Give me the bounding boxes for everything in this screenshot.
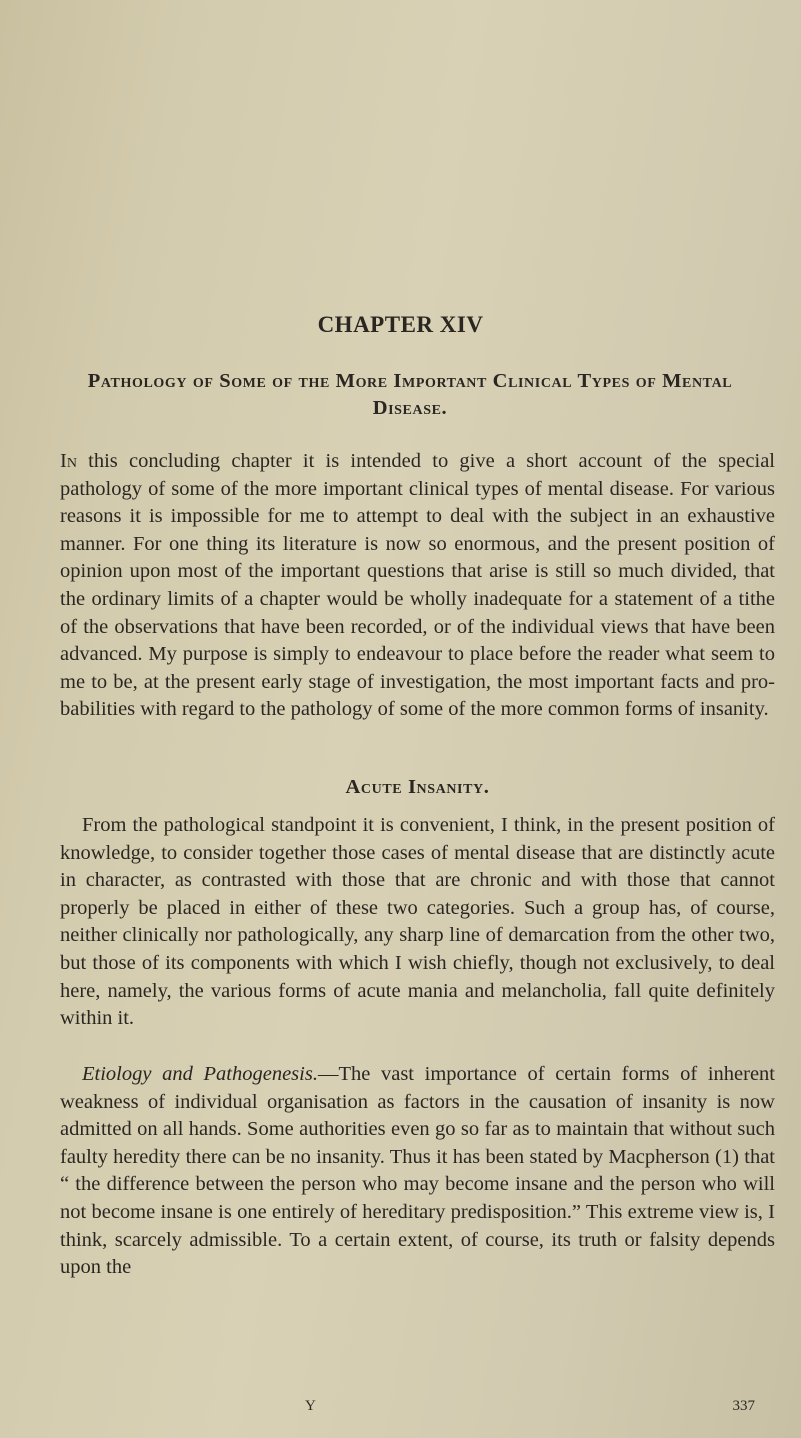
- chapter-title: CHAPTER XIV: [317, 312, 484, 337]
- etiology-lead: Etiology and Pathogenesis.: [82, 1063, 318, 1085]
- page-number: 337: [732, 1398, 755, 1414]
- etiology-paragraph: [60, 1061, 775, 1282]
- acute-insanity-paragraph: From the pathological standpoint it is convenient, I think, in the present position of knowledge, to consider together those cases of mental disease that are distinctly acute in character, as contrasted with those that are chronic and with those that cannot properly be placed in either of these two categories. Such a group has, of course, neither clinically nor pathologically, any sharp line of demarcation from the other two, but those of its components with which I wish chiefly, though not exclusively, to deal here, namely, the various forms of acute mania and melancholia, fall quite definitely within it.: [60, 814, 775, 1030]
- intro-lead-word: In: [60, 450, 77, 472]
- intro-text: this concluding chapter it is intended to give a short account of the special pathology of some of the more important clinical types of mental disease. For various reasons it is impossible for me to attempt to deal with the subject in an exhaustive manner. For one thing its literature is now so enormous, and the present position of opinion upon most of the important questions that arise is still so much divided, that the ordinary limits of a chapter would be wholly inadequate for a statement of a tithe of the observations that have been recorded, or of the individual views that have been advanced. My purpose is simply to endeavour to place before the reader what seem to me to be, at the present early stage of investigation, the most important facts and probabilities with regard to the pathology of some of the more common forms of insanity.: [60, 450, 775, 721]
- page-footer: [60, 1398, 775, 1418]
- section-heading-acute-insanity: Acute Insanity.: [345, 776, 490, 798]
- intro-paragraph: [60, 448, 775, 724]
- signature-mark: Y: [305, 1398, 316, 1414]
- chapter-subtitle: Pathology of Some of the More Important Clinical Types of Mental Disease.: [87, 370, 733, 419]
- etiology-text: —The vast importance of certain forms of inherent weakness of individual organisation as factors in the causation of insanity is now admitted on all hands. Some authorities even go so far as to maintain that without such faulty heredity there can be no insanity. Thus it has been stated by Macpherson (1) that “ the difference between the person who may become insane and the person who will not become insane is one entirely of hereditary predisposition.” This extreme view is, I think, scarcely admissible. To a certain extent, of course, its truth or falsity depends upon the: [60, 1063, 775, 1279]
